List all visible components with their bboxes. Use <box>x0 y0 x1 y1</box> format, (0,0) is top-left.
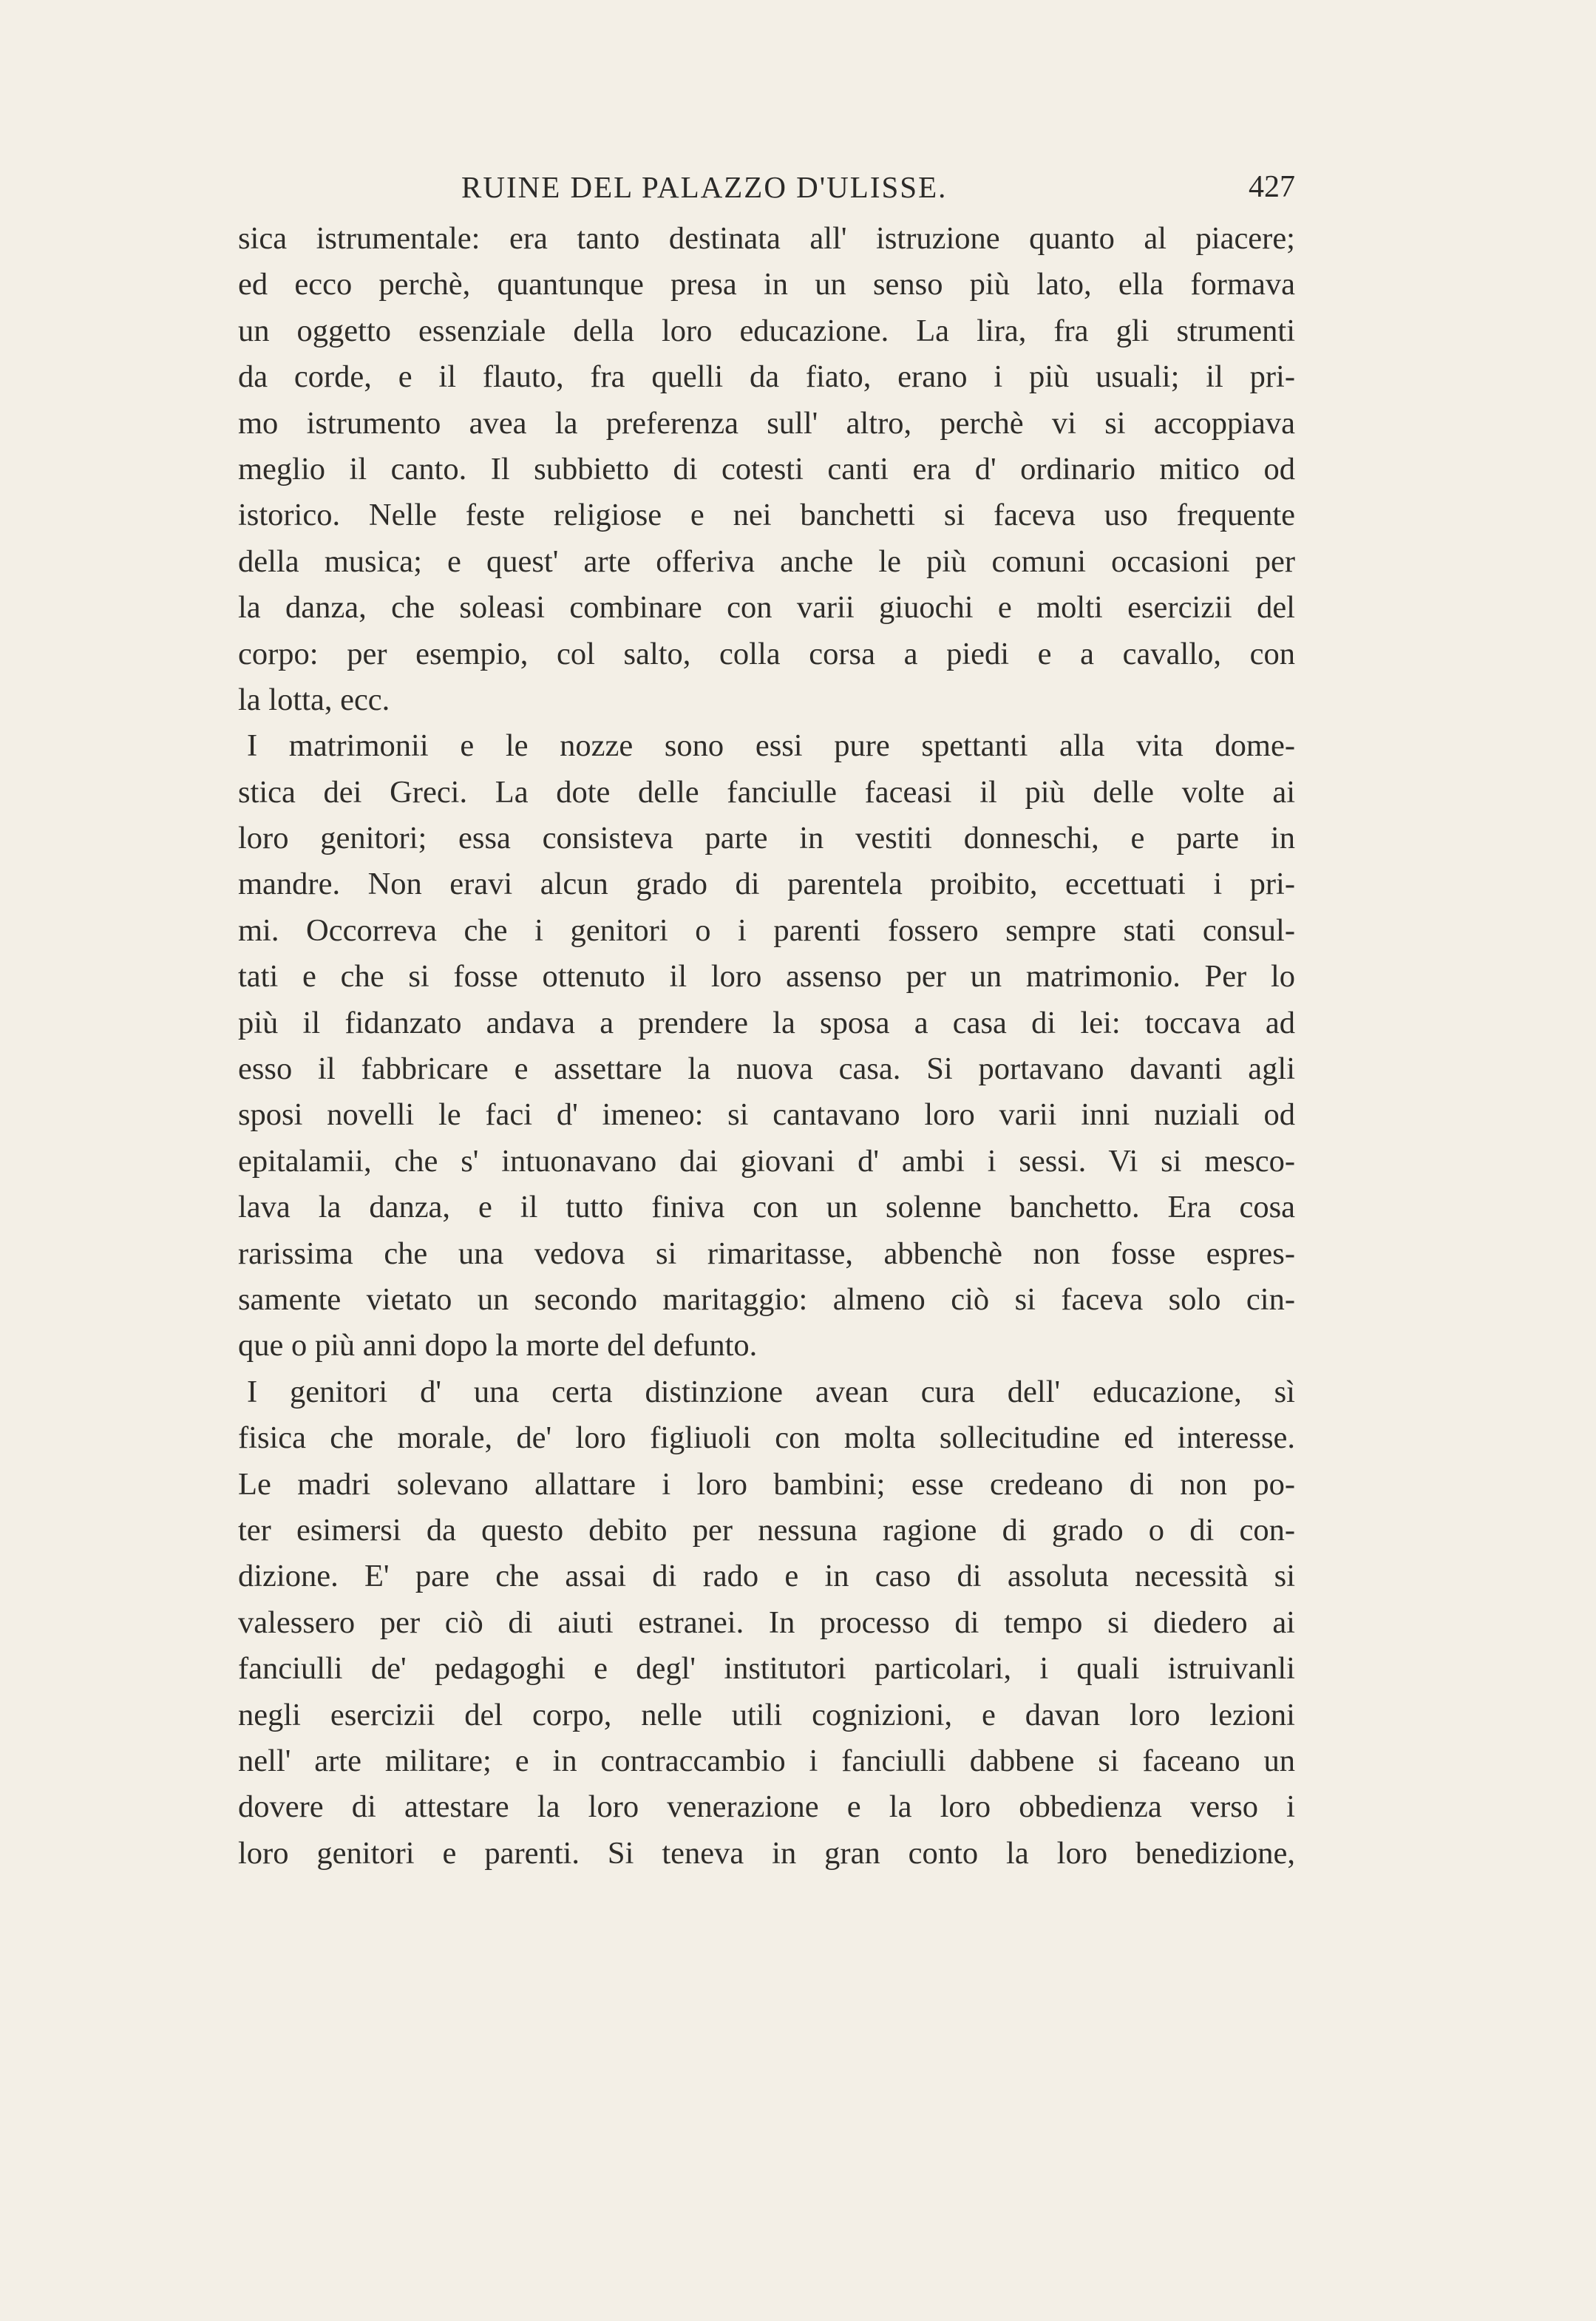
text-line: della musica; e quest' arte offeriva anche le più comuni occasioni per <box>238 543 1295 579</box>
text-line: più il fidanzato andava a prendere la sposa a casa di lei: toccava ad <box>238 1005 1295 1040</box>
text-line: un oggetto essenziale della loro educazione. La lira, fra gli strumenti <box>238 313 1295 348</box>
text-line: negli esercizii del corpo, nelle utili cognizioni, e davan loro lezioni <box>238 1697 1295 1732</box>
text-line: la danza, che soleasi combinare con varii giuochi e molti esercizii del <box>238 590 1295 626</box>
text-line: sica istrumentale: era tanto destinata all' istruzione quanto al piacere; <box>238 221 1295 256</box>
text-line: dizione. E' pare che assai di rado e in caso di assoluta necessità si <box>238 1559 1295 1594</box>
text-line: mi. Occorreva che i genitori o i parenti fossero sempre stati consul- <box>238 912 1295 948</box>
running-head: RUINE DEL PALAZZO D'ULISSE. <box>461 170 948 204</box>
text-line: nell' arte militare; e in contraccambio i fanciulli dabbene si faceano un <box>238 1743 1295 1778</box>
text-line: tati e che si fosse ottenuto il loro assenso per un matrimonio. Per lo <box>238 959 1295 995</box>
text-line: fanciulli de' pedagoghi e degl' institutori particolari, i quali istruivanli <box>238 1651 1295 1687</box>
text-line: stica dei Greci. La dote delle fanciulle faceasi il più delle volte ai <box>238 774 1295 810</box>
text-line: esso il fabbricare e assettare la nuova casa. Si portavano davanti agli <box>238 1051 1295 1087</box>
text-line: dovere di attestare la loro venerazione e la loro obbedienza verso i <box>238 1789 1295 1825</box>
text-line: da corde, e il flauto, fra quelli da fiato, erano i più usuali; il pri- <box>238 359 1295 395</box>
text-line: ter esimersi da questo debito per nessuna ragione di grado o di con- <box>238 1512 1295 1548</box>
text-line: istorico. Nelle feste religiose e nei banchetti si faceva uso frequente <box>238 498 1295 533</box>
text-line: epitalamii, che s' intuonavano dai giovani d' ambi i sessi. Vi si mesco- <box>238 1143 1295 1179</box>
text-line: la lotta, ecc. <box>238 682 390 717</box>
text-line: sposi novelli le faci d' imeneo: si cantavano loro varii inni nuziali od <box>238 1097 1295 1133</box>
text-line: loro genitori e parenti. Si teneva in gran conto la loro benedizione, <box>238 1835 1295 1871</box>
text-line: mo istrumento avea la preferenza sull' altro, perchè vi si accoppiava <box>238 405 1295 441</box>
text-line: loro genitori; essa consisteva parte in vestiti donneschi, e parte in <box>238 821 1295 856</box>
text-line: valessero per ciò di aiuti estranei. In processo di tempo si diedero ai <box>238 1605 1295 1640</box>
text-line: Le madri solevano allattare i loro bambini; esse credeano di non po- <box>238 1466 1295 1502</box>
page-number: 427 <box>1249 170 1295 204</box>
text-line: I matrimonii e le nozze sono essi pure spettanti alla vita dome- <box>247 728 1295 764</box>
body-text <box>238 216 1295 1877</box>
text-line: I genitori d' una certa distinzione avean cura dell' educazione, sì <box>247 1374 1295 1409</box>
page-header <box>238 169 1295 214</box>
text-line: que o più anni dopo la morte del defunto. <box>238 1328 758 1363</box>
text-line: lava la danza, e il tutto finiva con un solenne banchetto. Era cosa <box>238 1190 1295 1225</box>
text-line: fisica che morale, de' loro figliuoli con molta sollecitudine ed interesse. <box>238 1420 1295 1456</box>
text-line: ed ecco perchè, quantunque presa in un senso più lato, ella formava <box>238 267 1295 302</box>
text-line: samente vietato un secondo maritaggio: almeno ciò si faceva solo cin- <box>238 1281 1295 1317</box>
text-line: mandre. Non eravi alcun grado di parentela proibito, eccettuati i pri- <box>238 867 1295 902</box>
text-line: corpo: per esempio, col salto, colla corsa a piedi e a cavallo, con <box>238 636 1295 671</box>
text-line: rarissima che una vedova si rimaritasse, abbenchè non fosse espres- <box>238 1236 1295 1271</box>
text-line: meglio il canto. Il subbietto di cotesti canti era d' ordinario mitico od <box>238 451 1295 487</box>
